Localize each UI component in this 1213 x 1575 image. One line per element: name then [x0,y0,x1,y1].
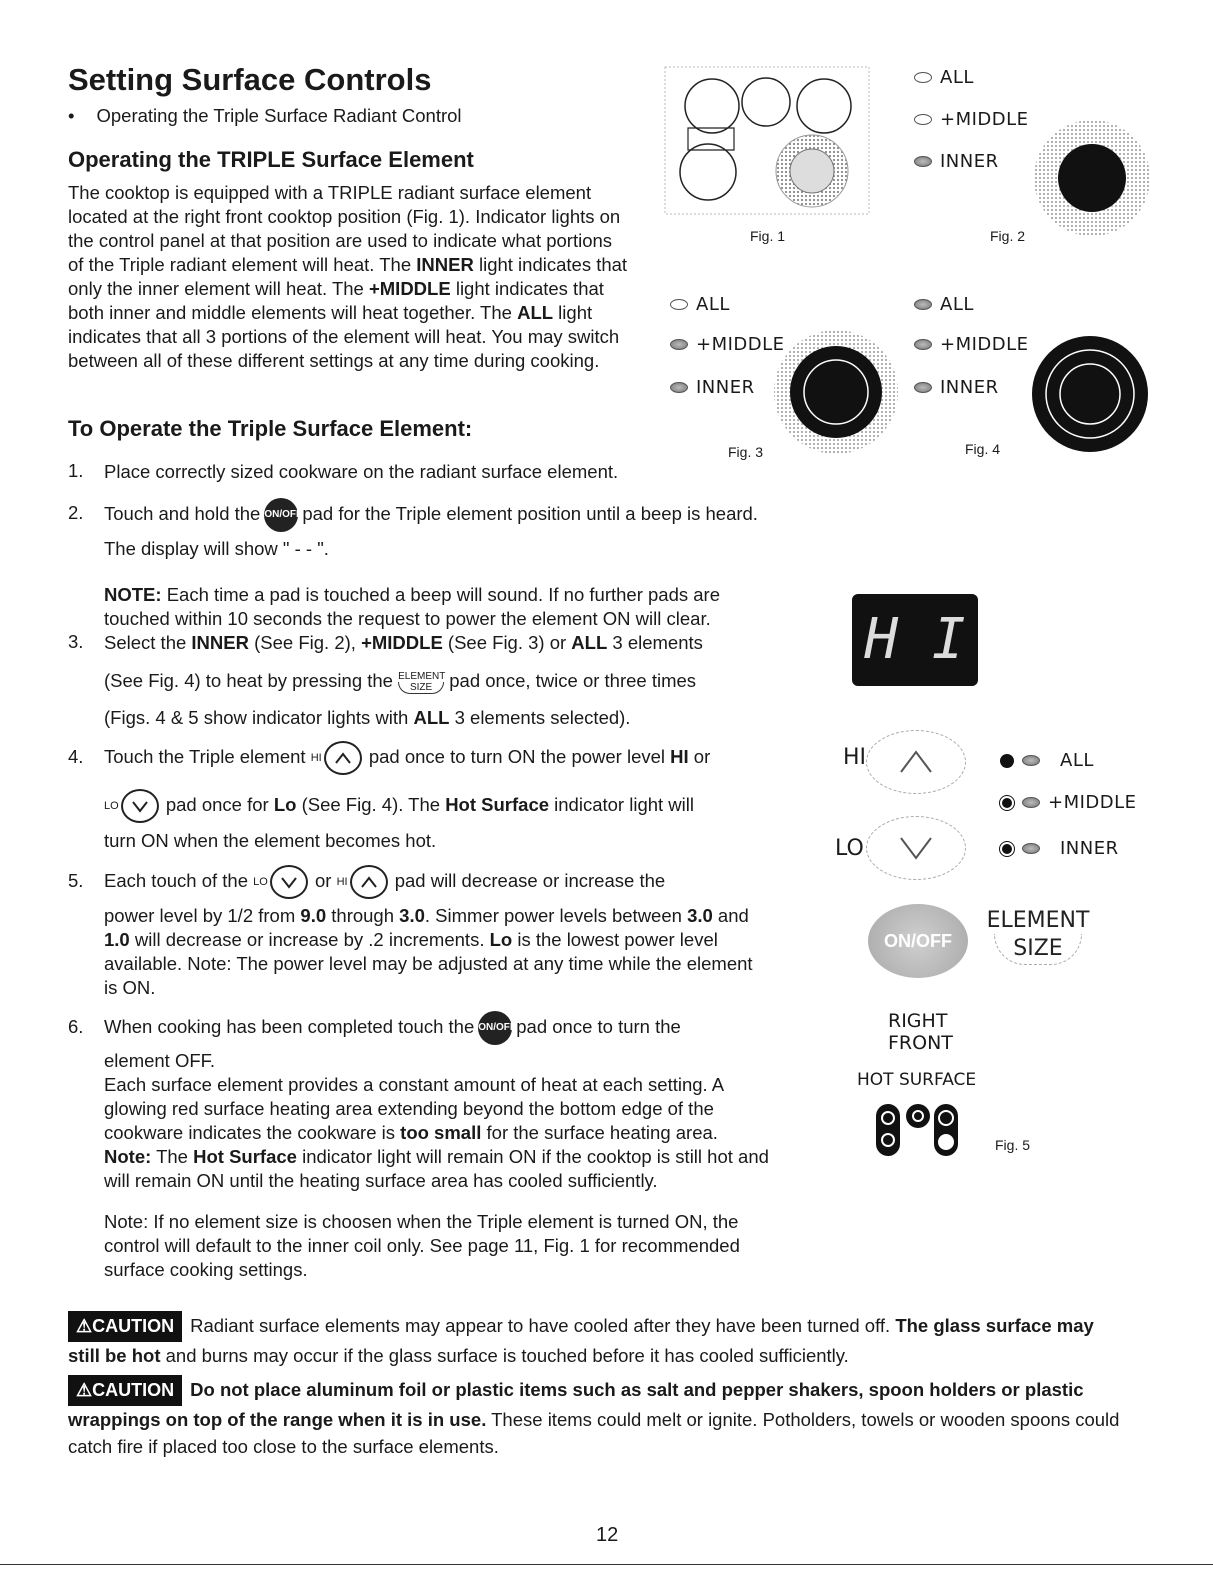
indicator-on-icon [1022,843,1040,854]
bottom-rule [0,1564,1213,1565]
step-3-line1: Select the INNER (See Fig. 2), +MIDDLE (See Fig. 3) or ALL 3 elements [104,632,703,653]
bullet-item: • Operating the Triple Surface Radiant Control [68,105,462,126]
fig1-cooktop-diagram [664,66,870,216]
element-size-pad-button[interactable]: ELEMENT SIZE [986,908,1090,980]
fig4-caption: Fig. 4 [965,441,1001,457]
power-level-display: H I [852,594,978,686]
final-note: Note: If no element size is choosen when the Triple element is turned ON, the control will default to the inner coil only. See page 11, Fig. 1 for recommended surface cooking settings. [104,1211,740,1280]
page-title: Setting Surface Controls [68,62,432,97]
step-5-body: power level by 1/2 from 9.0 through 3.0. Simmer power levels between 3.0 and 1.0 will decrease or increase by .2 increments. Lo is the lowest power level available. Note: The power level may be adjusted at any time while the element is ON. [104,905,753,998]
fig5-middle-row: +MIDDLE [1000,792,1137,813]
on-off-pad-icon: ON/OFF [478,1011,512,1045]
fig5-hi-label: HI [843,745,867,770]
step-2: Touch and hold the ON/OFFpad for the Triple element position until a beep is heard. The display will show " - - ". [104,497,784,566]
on-off-pad-button[interactable]: ON/OFF [868,904,968,978]
fig2-all-row: ALL [914,67,974,88]
fig2-caption: Fig. 2 [990,228,1026,244]
heat-paragraph: Each surface element provides a constant amount of heat at each setting. A glowing red surface heating area extending beyond the bottom edge of the cookware indicates the cookware is too small for the surface heating area. Note: The Hot Surface indicator light will remain ON if the cooktop is still hot and will remain ON until the heating surface area has cooled sufficiently. [104,1074,769,1191]
element-size-pad-icon: ELEMENT SIZE [398,670,446,693]
fig4-element-all-diagram [1030,326,1152,462]
right-front-label: RIGHT FRONT [888,1010,953,1054]
step-6-line2: element OFF. [104,1050,216,1071]
fig4-all-row: ALL [914,294,974,315]
indicator-on-icon [914,156,932,167]
fig2-inner-row: INNER [914,151,999,172]
step-5-line1: Each touch of the LO or HI pad will decrease or increase the [104,864,784,899]
step-3-line3: (Figs. 4 & 5 show indicator lights with ALL 3 elements selected). [104,707,631,728]
step-4-line1: Touch the Triple element HI pad once to turn ON the power level HI or [104,740,784,775]
fig3-middle-row: +MIDDLE [670,334,785,355]
fig5-inner-row: INNER [1000,838,1119,859]
hi-arrow-up-icon [350,865,388,899]
indicator-on-icon [914,299,932,310]
hi-pad-button[interactable] [866,730,966,794]
lo-arrow-down-icon [270,865,308,899]
indicator-lit-icon [1000,842,1014,856]
caution-badge: ⚠CAUTION [68,1375,182,1406]
fig5-caption: Fig. 5 [995,1137,1031,1153]
caution-badge: ⚠CAUTION [68,1311,182,1342]
hot-surface-indicator-icon [872,1100,962,1160]
indicator-on-icon [914,382,932,393]
fig3-inner-row: INNER [670,377,755,398]
indicator-lit-icon [1000,796,1014,810]
caution-1: ⚠CAUTION Radiant surface elements may appear to have cooled after they have been turned off. The glass surface may still be hot and burns may occur if the glass surface is touched before it has cooled sufficiently. [68,1311,1128,1369]
lo-arrow-down-icon [121,789,159,823]
caution-2: ⚠CAUTION Do not place aluminum foil or plastic items such as salt and pepper shakers, spoon holders or plastic wrappings on top of the range when it is in use. These items could melt or ignite. Potholders, towels or wooden spoons could catch fire if placed too close to the surface elements. [68,1375,1128,1460]
indicator-lit-icon [1000,754,1014,768]
arrow-up-icon [866,730,966,794]
hi-arrow-up-icon [324,741,362,775]
fig3-caption: Fig. 3 [728,444,764,460]
fig2-middle-row: +MIDDLE [914,109,1029,130]
lo-pad-button[interactable] [866,816,966,880]
step-3-line2: (See Fig. 4) to heat by pressing the ELEMENT SIZE pad once, twice or three times [104,670,697,693]
section-intro: The cooktop is equipped with a TRIPLE radiant surface element located at the right front cooktop position (Fig. 1). Indicator lights on the control panel at that position are used to indicate what portions of the Triple radiant element will heat. The INNER light indicates that only the inner element will heat. The +MIDDLE light indicates that both inner and middle elements will heat together. The ALL light indicates that all 3 portions of the element will heat. You may switch between all of these different settings at any time during cooking. [68,182,628,371]
fig3-element-middle-diagram [772,326,902,460]
indicator-on-icon [914,339,932,350]
step-4-line3: turn ON when the element becomes hot. [104,830,437,851]
fig2-element-inner-diagram [1030,92,1150,242]
section-heading-operate: To Operate the Triple Surface Element: [68,416,473,441]
page-number: 12 [596,1524,619,1546]
indicator-off-icon [670,299,688,310]
fig3-all-row: ALL [670,294,730,315]
step-6-line1: When cooking has been completed touch the ON/OFFpad once to turn the [104,1010,784,1045]
indicator-off-icon [914,72,932,83]
fig5-lo-label: LO [835,836,864,861]
fig4-inner-row: INNER [914,377,999,398]
indicator-on-icon [670,339,688,350]
indicator-on-icon [1022,755,1040,766]
indicator-off-icon [914,114,932,125]
on-off-pad-icon: ON/OFF [264,498,298,532]
arrow-down-icon [866,816,966,880]
hot-surface-label: HOT SURFACE [857,1070,977,1090]
fig1-caption: Fig. 1 [750,228,786,244]
fig5-all-row: ALL [1000,750,1094,771]
fig4-middle-row: +MIDDLE [914,334,1029,355]
step-2-note: NOTE: Each time a pad is touched a beep will sound. If no further pads are touched within 10 seconds the request to power the element ON will clear. [104,584,720,629]
indicator-on-icon [1022,797,1040,808]
step-4-line2: LO pad once for Lo (See Fig. 4). The Hot Surface indicator light will [104,788,784,823]
step-1: Place correctly sized cookware on the radiant surface element. [104,461,619,482]
indicator-on-icon [670,382,688,393]
section-heading-triple: Operating the TRIPLE Surface Element [68,147,474,172]
